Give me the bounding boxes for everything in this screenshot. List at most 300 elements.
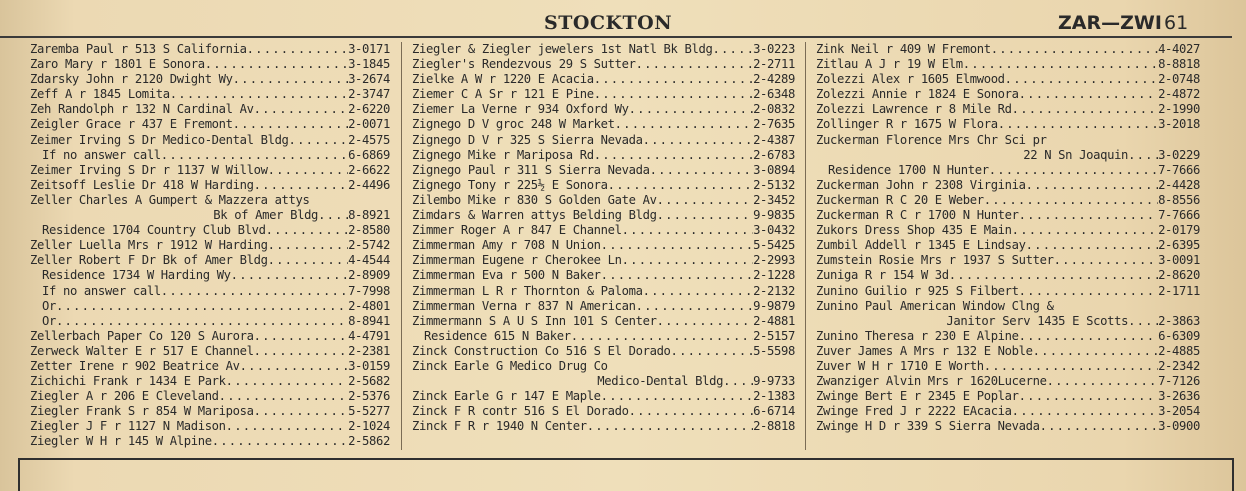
leader-dots bbox=[594, 148, 753, 163]
listing-name: Ziegler A r 206 E Cleveland bbox=[30, 389, 219, 404]
listing-entry bbox=[30, 374, 390, 389]
listing-name: Zimmerman Eva r 500 N Baker bbox=[412, 268, 601, 283]
leader-dots bbox=[1040, 419, 1158, 434]
header-rule bbox=[0, 36, 1232, 38]
phone-number: 2-1711 bbox=[1158, 283, 1200, 298]
listing-name: Zilembo Mike r 830 S Golden Gate Av bbox=[412, 192, 657, 207]
phone-number: 6-6309 bbox=[1158, 328, 1200, 343]
listing-entry bbox=[412, 42, 795, 57]
leader-dots bbox=[643, 284, 753, 299]
leader-dots bbox=[1033, 344, 1158, 359]
leader-dots bbox=[963, 57, 1158, 72]
phone-number: 2-8620 bbox=[1158, 268, 1200, 283]
listing-entry bbox=[412, 178, 795, 193]
leader-dots bbox=[1019, 208, 1158, 223]
listing-entry bbox=[816, 284, 1200, 299]
listing-name: Residence 1734 W Harding Wy bbox=[42, 268, 231, 283]
listing-entry bbox=[412, 329, 795, 344]
listing-entry bbox=[816, 117, 1200, 132]
phone-number: 2-8580 bbox=[348, 223, 390, 238]
listing-name: Zeller Luella Mrs r 1912 W Harding bbox=[30, 238, 268, 253]
phone-number: 3-1845 bbox=[348, 57, 390, 72]
listing-entry bbox=[816, 299, 1200, 314]
phone-number: 5-5425 bbox=[753, 238, 795, 253]
phone-number: 3-2636 bbox=[1158, 389, 1200, 404]
listing-name: Residence 1700 N Hunter bbox=[828, 162, 989, 177]
phone-number: 2-6220 bbox=[348, 102, 390, 117]
leader-dots bbox=[1012, 102, 1158, 117]
listing-name: Zwinge Fred J r 2222 EAcacia bbox=[816, 404, 1012, 419]
phone-number: 7-7998 bbox=[348, 283, 390, 298]
phone-number: 7-7666 bbox=[1158, 208, 1200, 223]
listing-entry bbox=[412, 253, 795, 268]
listing-entry bbox=[30, 72, 390, 87]
listing-name: Zeigler Grace r 437 E Fremont bbox=[30, 117, 233, 132]
listing-entry bbox=[30, 299, 390, 314]
listing-entry bbox=[412, 102, 795, 117]
phone-number: 2-6395 bbox=[1158, 238, 1200, 253]
listing-entry bbox=[816, 404, 1200, 419]
listing-entry bbox=[30, 359, 390, 374]
listing-name: Zeller Robert F Dr Bk of Amer Bldg bbox=[30, 253, 268, 268]
leader-dots bbox=[1128, 148, 1158, 163]
leader-dots bbox=[571, 329, 753, 344]
listing-name: Zimmerman Amy r 708 N Union bbox=[412, 238, 601, 253]
listing-entry bbox=[816, 208, 1200, 223]
leader-dots bbox=[984, 359, 1158, 374]
listing-entry bbox=[30, 223, 390, 238]
listing-name: Zink Neil r 409 W Fremont bbox=[816, 42, 991, 56]
page-header bbox=[0, 12, 1246, 34]
phone-number: 2-4885 bbox=[1158, 343, 1200, 358]
leader-dots bbox=[629, 404, 753, 419]
listing-name: Zuckerman John r 2308 Virginia bbox=[816, 177, 1026, 192]
phone-number: 2-4801 bbox=[348, 298, 390, 313]
column-divider bbox=[805, 42, 806, 450]
phone-number: 2-6348 bbox=[753, 87, 795, 102]
listing-entry bbox=[30, 419, 390, 434]
listing-name: Ziemer La Verne r 934 Oxford Wy bbox=[412, 102, 629, 117]
phone-number: 2-5157 bbox=[753, 328, 795, 343]
phone-number: 7-7126 bbox=[1158, 374, 1200, 389]
leader-dots bbox=[657, 193, 753, 208]
listing-name: Zollinger R r 1675 W Flora bbox=[816, 117, 998, 132]
listing-entry bbox=[30, 434, 390, 449]
city-title: STOCKTON bbox=[544, 12, 673, 34]
listing-name: Ziemer C A Sr r 121 E Pine bbox=[412, 87, 594, 102]
leader-dots bbox=[268, 253, 348, 268]
listing-name: Zimmerman Verna r 837 N American bbox=[412, 298, 636, 313]
phone-number: 3-0894 bbox=[753, 162, 795, 177]
listing-name: Zuniga R r 154 W 3d bbox=[816, 268, 949, 283]
phone-number: 2-4496 bbox=[348, 177, 390, 192]
listing-entry bbox=[816, 253, 1200, 268]
listing-entry bbox=[816, 389, 1200, 404]
phone-number: 2-4387 bbox=[753, 132, 795, 147]
leader-dots bbox=[231, 268, 348, 283]
leader-dots bbox=[601, 238, 753, 253]
phone-number: 8-8818 bbox=[1158, 57, 1200, 72]
listing-entry bbox=[816, 359, 1200, 374]
leader-dots bbox=[1047, 374, 1158, 389]
phone-number: 5-5277 bbox=[348, 404, 390, 419]
phone-number: 2-6783 bbox=[753, 147, 795, 162]
leader-dots bbox=[712, 42, 753, 57]
leader-dots bbox=[247, 42, 348, 57]
listing-name: Residence 1704 Country Club Blvd bbox=[42, 223, 266, 238]
phone-number: 3-0229 bbox=[1158, 147, 1200, 162]
listing-entry bbox=[30, 42, 390, 57]
listing-entry bbox=[412, 193, 795, 208]
phone-number: 3-0223 bbox=[753, 42, 795, 56]
listing-name: Zinck Earle G r 147 E Maple bbox=[412, 389, 601, 404]
leader-dots bbox=[991, 42, 1158, 57]
listing-entry bbox=[30, 389, 390, 404]
listing-entry bbox=[816, 72, 1200, 87]
phone-number: 9-9835 bbox=[753, 208, 795, 223]
leader-dots bbox=[601, 268, 753, 283]
listing-entry bbox=[816, 223, 1200, 238]
phone-number: 3-2018 bbox=[1158, 117, 1200, 132]
leader-dots bbox=[233, 117, 348, 132]
leader-dots bbox=[1019, 284, 1158, 299]
listing-name: Zerweck Walter E r 517 E Channel bbox=[30, 343, 254, 358]
leader-dots bbox=[219, 389, 348, 404]
leader-dots bbox=[723, 374, 753, 389]
listing-name: Zeimer Irving S Dr r 1137 W Willow bbox=[30, 162, 268, 177]
listing-name: Zimmerman Eugene r Cherokee Ln bbox=[412, 253, 622, 268]
phone-number: 6-6869 bbox=[348, 147, 390, 162]
phone-number: 4-4027 bbox=[1158, 42, 1200, 56]
listing-name: Zimdars & Warren attys Belding Bldg bbox=[412, 208, 657, 223]
phone-number: 2-1383 bbox=[753, 389, 795, 404]
listing-name: Ziegler Frank S r 854 W Mariposa bbox=[30, 404, 254, 419]
phone-number: 9-9879 bbox=[753, 298, 795, 313]
listing-name: Zwinge Bert E r 2345 E Poplar bbox=[816, 389, 1019, 404]
listing-name: Zetter Irene r 902 Beatrice Av bbox=[30, 358, 240, 373]
phone-number: 2-3452 bbox=[753, 192, 795, 207]
leader-dots bbox=[608, 178, 753, 193]
listing-name: Zunino Guilio r 925 S Filbert bbox=[816, 283, 1019, 298]
listing-entry bbox=[816, 374, 1200, 389]
listing-entry bbox=[30, 314, 390, 329]
listing-entry bbox=[816, 178, 1200, 193]
listing-continuation bbox=[816, 314, 1200, 329]
leader-dots bbox=[657, 208, 753, 223]
listing-name: Zuckerman R C 20 E Weber bbox=[816, 192, 984, 207]
listing-entry bbox=[30, 344, 390, 359]
listing-name: Zolezzi Annie r 1824 E Sonora bbox=[816, 87, 1019, 102]
phone-number: 8-8921 bbox=[348, 208, 390, 223]
listing-name: Zunino Paul American Window Clng & bbox=[816, 298, 1054, 313]
listing-entry bbox=[412, 148, 795, 163]
column-divider bbox=[401, 42, 402, 450]
listing-continuation bbox=[412, 374, 795, 389]
leader-dots bbox=[226, 374, 348, 389]
listing-entry bbox=[30, 238, 390, 253]
phone-number: 3-0159 bbox=[348, 358, 390, 373]
listing-name: Zimmer Roger A r 847 E Channel bbox=[412, 223, 622, 238]
listing-entry bbox=[30, 117, 390, 132]
listing-name: Ziegler W H r 145 W Alpine bbox=[30, 434, 212, 449]
leader-dots bbox=[989, 163, 1158, 178]
listing-name: Zeimer Irving S Dr Medico-Dental Bldg bbox=[30, 132, 289, 147]
listing-entry bbox=[816, 102, 1200, 117]
listing-entry bbox=[816, 133, 1200, 148]
phone-number: 2-5742 bbox=[348, 238, 390, 253]
leader-dots bbox=[1054, 253, 1158, 268]
listing-entry bbox=[816, 268, 1200, 283]
column-2 bbox=[412, 42, 795, 452]
phone-number: 2-3747 bbox=[348, 87, 390, 102]
column-3 bbox=[816, 42, 1200, 452]
phone-number: 2-0179 bbox=[1158, 223, 1200, 238]
phone-number: 2-5132 bbox=[753, 177, 795, 192]
listing-entry bbox=[816, 163, 1200, 178]
leader-dots bbox=[1019, 389, 1158, 404]
leader-dots bbox=[1012, 223, 1158, 238]
leader-dots bbox=[318, 208, 348, 223]
leader-dots bbox=[643, 133, 753, 148]
listing-entry bbox=[816, 42, 1200, 57]
listing-entry bbox=[816, 329, 1200, 344]
phone-number: 2-1990 bbox=[1158, 102, 1200, 117]
phone-number: 2-6622 bbox=[348, 162, 390, 177]
leader-dots bbox=[226, 419, 348, 434]
listing-entry bbox=[412, 314, 795, 329]
listing-name: Residence 615 N Baker bbox=[424, 328, 571, 343]
leader-dots bbox=[1005, 72, 1158, 87]
listing-name: Zwinge H D r 339 S Sierra Nevada bbox=[816, 419, 1040, 434]
phone-number: 4-4544 bbox=[348, 253, 390, 268]
listing-entry bbox=[412, 268, 795, 283]
listing-name: Or bbox=[42, 298, 56, 313]
listing-name: Zimmermann S A U S Inn 101 S Center bbox=[412, 313, 657, 328]
name-range: ZAR—ZWI bbox=[1058, 12, 1162, 34]
listing-entry bbox=[412, 238, 795, 253]
leader-dots bbox=[56, 299, 348, 314]
listing-entry bbox=[412, 284, 795, 299]
listing-name: Zinck Earle G Medico Drug Co bbox=[412, 358, 608, 373]
phone-number: 2-4881 bbox=[753, 313, 795, 328]
phone-number: 2-1228 bbox=[753, 268, 795, 283]
phone-number: 2-2381 bbox=[348, 343, 390, 358]
listing-name: Zignego Mike r Mariposa Rd bbox=[412, 147, 594, 162]
listing-name: Medico-Dental Bldg bbox=[597, 374, 724, 389]
listing-entry bbox=[816, 419, 1200, 434]
listing-entry bbox=[30, 193, 390, 208]
listing-name: Zignego D V groc 248 W Market bbox=[412, 117, 615, 132]
leader-dots bbox=[212, 434, 348, 449]
listing-name: Zuver James A Mrs r 132 E Noble bbox=[816, 343, 1033, 358]
phone-number: 2-5376 bbox=[348, 389, 390, 404]
leader-dots bbox=[289, 133, 349, 148]
leader-dots bbox=[636, 299, 753, 314]
listing-name: Zinck Construction Co 516 S El Dorado bbox=[412, 343, 671, 358]
listing-name: Zuckerman Florence Mrs Chr Sci pr bbox=[816, 132, 1047, 147]
listing-name: Bk of Amer Bldg bbox=[213, 208, 319, 223]
phone-number: 2-2711 bbox=[753, 57, 795, 72]
leader-dots bbox=[1019, 87, 1158, 102]
listing-entry bbox=[412, 419, 795, 434]
phone-number: 2-5862 bbox=[348, 434, 390, 449]
leader-dots bbox=[594, 72, 753, 87]
listing-entry bbox=[412, 208, 795, 223]
phone-number: 2-5682 bbox=[348, 374, 390, 389]
listing-entry bbox=[30, 178, 390, 193]
phone-number: 3-0432 bbox=[753, 223, 795, 238]
listing-entry bbox=[412, 87, 795, 102]
listing-name: Zdarsky John r 2120 Dwight Wy bbox=[30, 72, 233, 87]
listing-name: Zinck F R r 1940 N Center bbox=[412, 419, 587, 434]
listing-name: Zumstein Rosie Mrs r 1937 S Sutter bbox=[816, 253, 1054, 268]
phone-number: 2-8818 bbox=[753, 419, 795, 434]
listing-entry bbox=[412, 57, 795, 72]
phone-number: 4-4791 bbox=[348, 328, 390, 343]
phone-number: 3-2054 bbox=[1158, 404, 1200, 419]
listing-entry bbox=[30, 329, 390, 344]
listing-entry bbox=[412, 133, 795, 148]
listing-entry bbox=[412, 117, 795, 132]
phone-number: 2-7635 bbox=[753, 117, 795, 132]
listing-name: Zaremba Paul r 513 S California bbox=[30, 42, 247, 56]
listing-name: Zunino Theresa r 230 E Alpine bbox=[816, 328, 1019, 343]
leader-dots bbox=[233, 72, 348, 87]
listing-name: Zignego D V r 325 S Sierra Nevada bbox=[412, 132, 643, 147]
phone-number: 3-0900 bbox=[1158, 419, 1200, 434]
listing-entry bbox=[30, 87, 390, 102]
listing-name: Zuckerman R C r 1700 N Hunter bbox=[816, 208, 1019, 223]
phone-number: 7-7666 bbox=[1158, 162, 1200, 177]
phone-number: 2-4872 bbox=[1158, 87, 1200, 102]
listing-name: Zaro Mary r 1801 E Sonora bbox=[30, 57, 205, 72]
listing-entry bbox=[412, 223, 795, 238]
listing-entry bbox=[816, 238, 1200, 253]
phone-number: 6-6714 bbox=[753, 404, 795, 419]
listing-entry bbox=[30, 253, 390, 268]
leader-dots bbox=[615, 117, 753, 132]
leader-dots bbox=[254, 102, 348, 117]
leader-dots bbox=[1012, 404, 1158, 419]
phone-number: 9-9733 bbox=[753, 374, 795, 389]
leader-dots bbox=[254, 178, 348, 193]
leader-dots bbox=[949, 268, 1158, 283]
listing-entry bbox=[816, 193, 1200, 208]
listing-entry bbox=[30, 284, 390, 299]
leader-dots bbox=[622, 223, 753, 238]
listing-name: If no answer call bbox=[42, 147, 161, 162]
phone-number: 2-3863 bbox=[1158, 313, 1200, 328]
listing-name: Zitlau A J r 19 W Elm bbox=[816, 57, 963, 72]
listing-name: Or bbox=[42, 313, 56, 328]
listing-name: Zwanziger Alvin Mrs r 1620Lucerne bbox=[816, 374, 1047, 389]
leader-dots bbox=[984, 193, 1158, 208]
listing-name: Zignego Tony r 225½ E Sonora bbox=[412, 177, 608, 192]
phone-number: 2-4575 bbox=[348, 132, 390, 147]
leader-dots bbox=[1128, 314, 1158, 329]
leader-dots bbox=[650, 163, 753, 178]
footer-ad-box bbox=[18, 458, 1234, 491]
listing-entry bbox=[412, 72, 795, 87]
leader-dots bbox=[1019, 329, 1158, 344]
phone-number: 2-0832 bbox=[753, 102, 795, 117]
listing-name: Zeller Charles A Gumpert & Mazzera attys bbox=[30, 192, 310, 207]
listing-entry bbox=[412, 359, 795, 374]
leader-dots bbox=[587, 419, 753, 434]
page-number: 61 bbox=[1164, 12, 1189, 34]
phone-number: 3-2674 bbox=[348, 72, 390, 87]
leader-dots bbox=[254, 344, 348, 359]
phone-number: 8-8941 bbox=[348, 313, 390, 328]
listing-entry bbox=[412, 344, 795, 359]
listing-name: Zignego Paul r 311 S Sierra Nevada bbox=[412, 162, 650, 177]
listing-name: Zimmerman L R r Thornton & Paloma bbox=[412, 283, 643, 298]
listing-name: Zichichi Frank r 1434 E Park bbox=[30, 374, 226, 389]
listing-entry bbox=[30, 268, 390, 283]
listing-entry bbox=[30, 148, 390, 163]
leader-dots bbox=[161, 284, 348, 299]
leader-dots bbox=[601, 389, 753, 404]
listing-name: If no answer call bbox=[42, 283, 161, 298]
phone-number: 2-8909 bbox=[348, 268, 390, 283]
listing-name: Zukors Dress Shop 435 E Main bbox=[816, 223, 1012, 238]
listing-name: Ziegler & Ziegler jewelers 1st Natl Bk Bldg bbox=[412, 42, 713, 56]
leader-dots bbox=[622, 253, 753, 268]
listing-continuation bbox=[30, 208, 390, 223]
listing-entry bbox=[412, 404, 795, 419]
phone-number: 2-1024 bbox=[348, 419, 390, 434]
listing-name: Zumbil Addell r 1345 E Lindsay bbox=[816, 238, 1026, 253]
leader-dots bbox=[268, 238, 348, 253]
listing-entry bbox=[412, 163, 795, 178]
phone-number: 2-4289 bbox=[753, 72, 795, 87]
listing-name: Zielke A W r 1220 E Acacia bbox=[412, 72, 594, 87]
phone-number: 2-2132 bbox=[753, 283, 795, 298]
listing-entry bbox=[816, 57, 1200, 72]
leader-dots bbox=[629, 102, 753, 117]
listing-continuation bbox=[816, 148, 1200, 163]
listing-entry bbox=[412, 299, 795, 314]
listing-name: Zolezzi Lawrence r 8 Mile Rd bbox=[816, 102, 1012, 117]
listing-name: Janitor Serv 1435 E Scotts bbox=[946, 313, 1129, 328]
phone-number: 8-8556 bbox=[1158, 192, 1200, 207]
phone-number: 5-5598 bbox=[753, 343, 795, 358]
listing-entry bbox=[412, 389, 795, 404]
listing-name: Zeff A r 1845 Lomita bbox=[30, 87, 170, 102]
leader-dots bbox=[594, 87, 753, 102]
listing-name: Zeitsoff Leslie Dr 418 W Harding bbox=[30, 177, 254, 192]
leader-dots bbox=[1026, 238, 1158, 253]
leader-dots bbox=[254, 329, 348, 344]
listing-entry bbox=[816, 344, 1200, 359]
listing-name: Zolezzi Alex r 1605 Elmwood bbox=[816, 72, 1005, 87]
phone-number: 2-4428 bbox=[1158, 177, 1200, 192]
listing-entry bbox=[30, 133, 390, 148]
leader-dots bbox=[671, 344, 754, 359]
phone-number: 3-0091 bbox=[1158, 253, 1200, 268]
leader-dots bbox=[254, 404, 348, 419]
listing-name: Zinck F R contr 516 S El Dorado bbox=[412, 404, 629, 419]
listing-name: Ziegler's Rendezvous 29 S Sutter bbox=[412, 57, 636, 72]
listing-name: Zellerbach Paper Co 120 S Aurora bbox=[30, 328, 254, 343]
leader-dots bbox=[170, 87, 348, 102]
leader-dots bbox=[1026, 178, 1158, 193]
listing-entry bbox=[30, 404, 390, 419]
listing-entry bbox=[30, 102, 390, 117]
leader-dots bbox=[205, 57, 348, 72]
column-1 bbox=[30, 42, 390, 452]
leader-dots bbox=[636, 57, 753, 72]
